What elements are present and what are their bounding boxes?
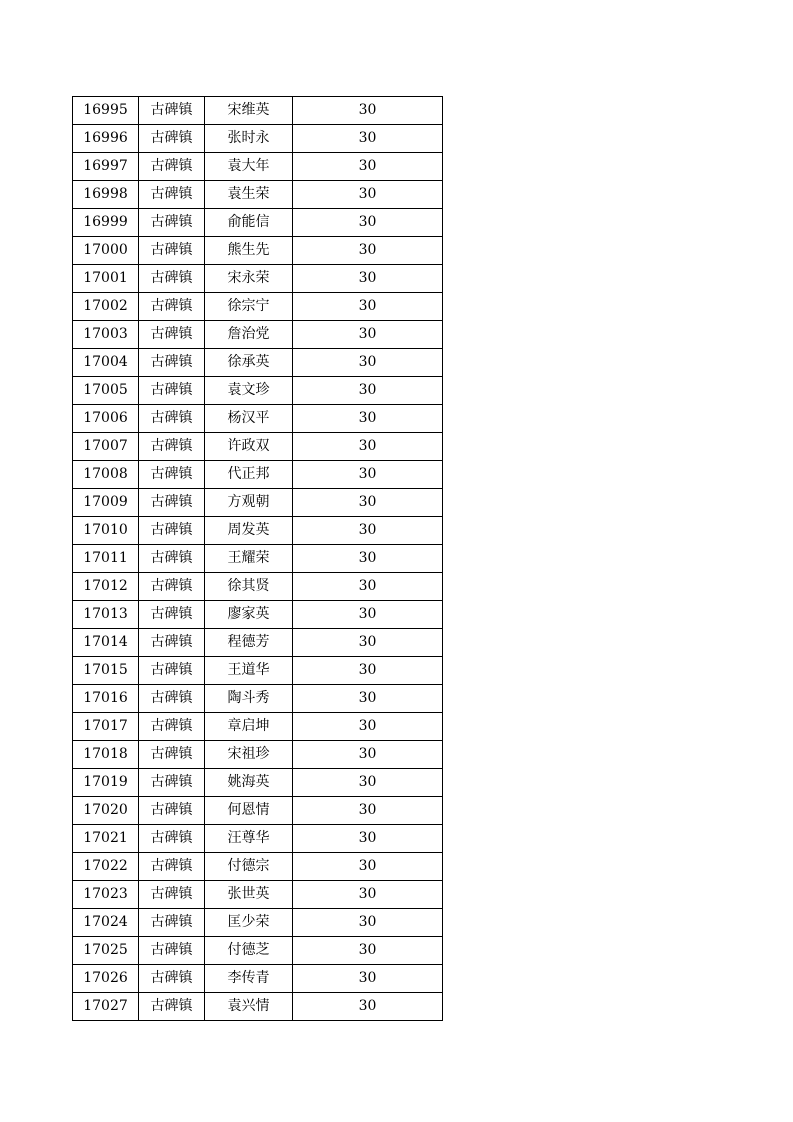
amount-cell: 30 bbox=[293, 489, 443, 517]
amount-cell: 30 bbox=[293, 349, 443, 377]
amount-cell: 30 bbox=[293, 321, 443, 349]
town-cell: 古碑镇 bbox=[139, 97, 205, 125]
amount-cell: 30 bbox=[293, 97, 443, 125]
row-id-cell: 17009 bbox=[73, 489, 139, 517]
town-cell: 古碑镇 bbox=[139, 909, 205, 937]
row-id-cell: 16996 bbox=[73, 125, 139, 153]
row-id-cell: 17021 bbox=[73, 825, 139, 853]
town-cell: 古碑镇 bbox=[139, 377, 205, 405]
table-row bbox=[73, 769, 443, 797]
table-row bbox=[73, 993, 443, 1021]
row-id-cell: 17013 bbox=[73, 601, 139, 629]
name-cell: 宋永荣 bbox=[205, 265, 293, 293]
name-cell: 廖家英 bbox=[205, 601, 293, 629]
row-id-cell: 17011 bbox=[73, 545, 139, 573]
table-row bbox=[73, 321, 443, 349]
row-id-cell: 17003 bbox=[73, 321, 139, 349]
town-cell: 古碑镇 bbox=[139, 293, 205, 321]
name-cell: 袁文珍 bbox=[205, 377, 293, 405]
name-cell: 陶斗秀 bbox=[205, 685, 293, 713]
town-cell: 古碑镇 bbox=[139, 517, 205, 545]
row-id-cell: 17017 bbox=[73, 713, 139, 741]
table-row bbox=[73, 741, 443, 769]
town-cell: 古碑镇 bbox=[139, 125, 205, 153]
row-id-cell: 16997 bbox=[73, 153, 139, 181]
amount-cell: 30 bbox=[293, 769, 443, 797]
name-cell: 徐承英 bbox=[205, 349, 293, 377]
town-cell: 古碑镇 bbox=[139, 657, 205, 685]
name-cell: 徐宗宁 bbox=[205, 293, 293, 321]
row-id-cell: 17004 bbox=[73, 349, 139, 377]
name-cell: 章启坤 bbox=[205, 713, 293, 741]
row-id-cell: 17024 bbox=[73, 909, 139, 937]
name-cell: 徐其贤 bbox=[205, 573, 293, 601]
table-row bbox=[73, 685, 443, 713]
row-id-cell: 17001 bbox=[73, 265, 139, 293]
name-cell: 詹治党 bbox=[205, 321, 293, 349]
table-row bbox=[73, 293, 443, 321]
row-id-cell: 17005 bbox=[73, 377, 139, 405]
name-cell: 程德芳 bbox=[205, 629, 293, 657]
town-cell: 古碑镇 bbox=[139, 433, 205, 461]
town-cell: 古碑镇 bbox=[139, 685, 205, 713]
town-cell: 古碑镇 bbox=[139, 349, 205, 377]
town-cell: 古碑镇 bbox=[139, 181, 205, 209]
table-body bbox=[73, 97, 443, 1021]
name-cell: 袁兴情 bbox=[205, 993, 293, 1021]
town-cell: 古碑镇 bbox=[139, 769, 205, 797]
row-id-cell: 17012 bbox=[73, 573, 139, 601]
row-id-cell: 17010 bbox=[73, 517, 139, 545]
town-cell: 古碑镇 bbox=[139, 713, 205, 741]
amount-cell: 30 bbox=[293, 405, 443, 433]
amount-cell: 30 bbox=[293, 237, 443, 265]
table-row bbox=[73, 881, 443, 909]
amount-cell: 30 bbox=[293, 937, 443, 965]
amount-cell: 30 bbox=[293, 601, 443, 629]
amount-cell: 30 bbox=[293, 153, 443, 181]
row-id-cell: 17015 bbox=[73, 657, 139, 685]
name-cell: 何恩情 bbox=[205, 797, 293, 825]
amount-cell: 30 bbox=[293, 909, 443, 937]
town-cell: 古碑镇 bbox=[139, 237, 205, 265]
town-cell: 古碑镇 bbox=[139, 825, 205, 853]
town-cell: 古碑镇 bbox=[139, 741, 205, 769]
amount-cell: 30 bbox=[293, 853, 443, 881]
row-id-cell: 16995 bbox=[73, 97, 139, 125]
amount-cell: 30 bbox=[293, 377, 443, 405]
name-cell: 方观朝 bbox=[205, 489, 293, 517]
name-cell: 许政双 bbox=[205, 433, 293, 461]
amount-cell: 30 bbox=[293, 209, 443, 237]
table-row bbox=[73, 461, 443, 489]
row-id-cell: 17026 bbox=[73, 965, 139, 993]
row-id-cell: 17000 bbox=[73, 237, 139, 265]
amount-cell: 30 bbox=[293, 741, 443, 769]
name-cell: 杨汉平 bbox=[205, 405, 293, 433]
name-cell: 宋维英 bbox=[205, 97, 293, 125]
table-row bbox=[73, 153, 443, 181]
name-cell: 张时永 bbox=[205, 125, 293, 153]
town-cell: 古碑镇 bbox=[139, 545, 205, 573]
amount-cell: 30 bbox=[293, 797, 443, 825]
town-cell: 古碑镇 bbox=[139, 965, 205, 993]
name-cell: 袁生荣 bbox=[205, 181, 293, 209]
row-id-cell: 17007 bbox=[73, 433, 139, 461]
name-cell: 匡少荣 bbox=[205, 909, 293, 937]
table-row bbox=[73, 377, 443, 405]
table-row bbox=[73, 405, 443, 433]
row-id-cell: 17002 bbox=[73, 293, 139, 321]
table-row bbox=[73, 433, 443, 461]
table-row bbox=[73, 629, 443, 657]
table-row bbox=[73, 209, 443, 237]
town-cell: 古碑镇 bbox=[139, 573, 205, 601]
amount-cell: 30 bbox=[293, 713, 443, 741]
row-id-cell: 16999 bbox=[73, 209, 139, 237]
name-cell: 付德芝 bbox=[205, 937, 293, 965]
town-cell: 古碑镇 bbox=[139, 321, 205, 349]
table-row bbox=[73, 489, 443, 517]
amount-cell: 30 bbox=[293, 685, 443, 713]
table-row bbox=[73, 909, 443, 937]
table-row bbox=[73, 713, 443, 741]
amount-cell: 30 bbox=[293, 461, 443, 489]
town-cell: 古碑镇 bbox=[139, 405, 205, 433]
row-id-cell: 17022 bbox=[73, 853, 139, 881]
table-row bbox=[73, 517, 443, 545]
name-cell: 袁大年 bbox=[205, 153, 293, 181]
name-cell: 俞能信 bbox=[205, 209, 293, 237]
amount-cell: 30 bbox=[293, 825, 443, 853]
amount-cell: 30 bbox=[293, 125, 443, 153]
town-cell: 古碑镇 bbox=[139, 489, 205, 517]
amount-cell: 30 bbox=[293, 881, 443, 909]
row-id-cell: 17020 bbox=[73, 797, 139, 825]
data-table bbox=[72, 96, 443, 1021]
town-cell: 古碑镇 bbox=[139, 853, 205, 881]
row-id-cell: 17016 bbox=[73, 685, 139, 713]
table-row bbox=[73, 937, 443, 965]
name-cell: 李传青 bbox=[205, 965, 293, 993]
town-cell: 古碑镇 bbox=[139, 797, 205, 825]
name-cell: 王耀荣 bbox=[205, 545, 293, 573]
town-cell: 古碑镇 bbox=[139, 601, 205, 629]
town-cell: 古碑镇 bbox=[139, 153, 205, 181]
name-cell: 姚海英 bbox=[205, 769, 293, 797]
name-cell: 付德宗 bbox=[205, 853, 293, 881]
amount-cell: 30 bbox=[293, 629, 443, 657]
name-cell: 代正邦 bbox=[205, 461, 293, 489]
table-row bbox=[73, 265, 443, 293]
name-cell: 周发英 bbox=[205, 517, 293, 545]
row-id-cell: 17019 bbox=[73, 769, 139, 797]
name-cell: 张世英 bbox=[205, 881, 293, 909]
town-cell: 古碑镇 bbox=[139, 629, 205, 657]
amount-cell: 30 bbox=[293, 993, 443, 1021]
town-cell: 古碑镇 bbox=[139, 461, 205, 489]
row-id-cell: 17008 bbox=[73, 461, 139, 489]
table-row bbox=[73, 853, 443, 881]
row-id-cell: 16998 bbox=[73, 181, 139, 209]
name-cell: 汪尊华 bbox=[205, 825, 293, 853]
table-row bbox=[73, 657, 443, 685]
town-cell: 古碑镇 bbox=[139, 209, 205, 237]
amount-cell: 30 bbox=[293, 545, 443, 573]
table-row bbox=[73, 797, 443, 825]
table-row bbox=[73, 825, 443, 853]
table-row bbox=[73, 545, 443, 573]
table-row bbox=[73, 601, 443, 629]
amount-cell: 30 bbox=[293, 657, 443, 685]
amount-cell: 30 bbox=[293, 293, 443, 321]
amount-cell: 30 bbox=[293, 181, 443, 209]
row-id-cell: 17025 bbox=[73, 937, 139, 965]
name-cell: 熊生先 bbox=[205, 237, 293, 265]
amount-cell: 30 bbox=[293, 965, 443, 993]
row-id-cell: 17006 bbox=[73, 405, 139, 433]
town-cell: 古碑镇 bbox=[139, 937, 205, 965]
row-id-cell: 17014 bbox=[73, 629, 139, 657]
table-row bbox=[73, 97, 443, 125]
table-row bbox=[73, 573, 443, 601]
table-row bbox=[73, 237, 443, 265]
town-cell: 古碑镇 bbox=[139, 265, 205, 293]
amount-cell: 30 bbox=[293, 265, 443, 293]
row-id-cell: 17018 bbox=[73, 741, 139, 769]
name-cell: 宋祖珍 bbox=[205, 741, 293, 769]
amount-cell: 30 bbox=[293, 433, 443, 461]
amount-cell: 30 bbox=[293, 573, 443, 601]
town-cell: 古碑镇 bbox=[139, 993, 205, 1021]
row-id-cell: 17027 bbox=[73, 993, 139, 1021]
row-id-cell: 17023 bbox=[73, 881, 139, 909]
table-row bbox=[73, 125, 443, 153]
amount-cell: 30 bbox=[293, 517, 443, 545]
table-row bbox=[73, 349, 443, 377]
town-cell: 古碑镇 bbox=[139, 881, 205, 909]
table-row bbox=[73, 181, 443, 209]
table-row bbox=[73, 965, 443, 993]
name-cell: 王道华 bbox=[205, 657, 293, 685]
